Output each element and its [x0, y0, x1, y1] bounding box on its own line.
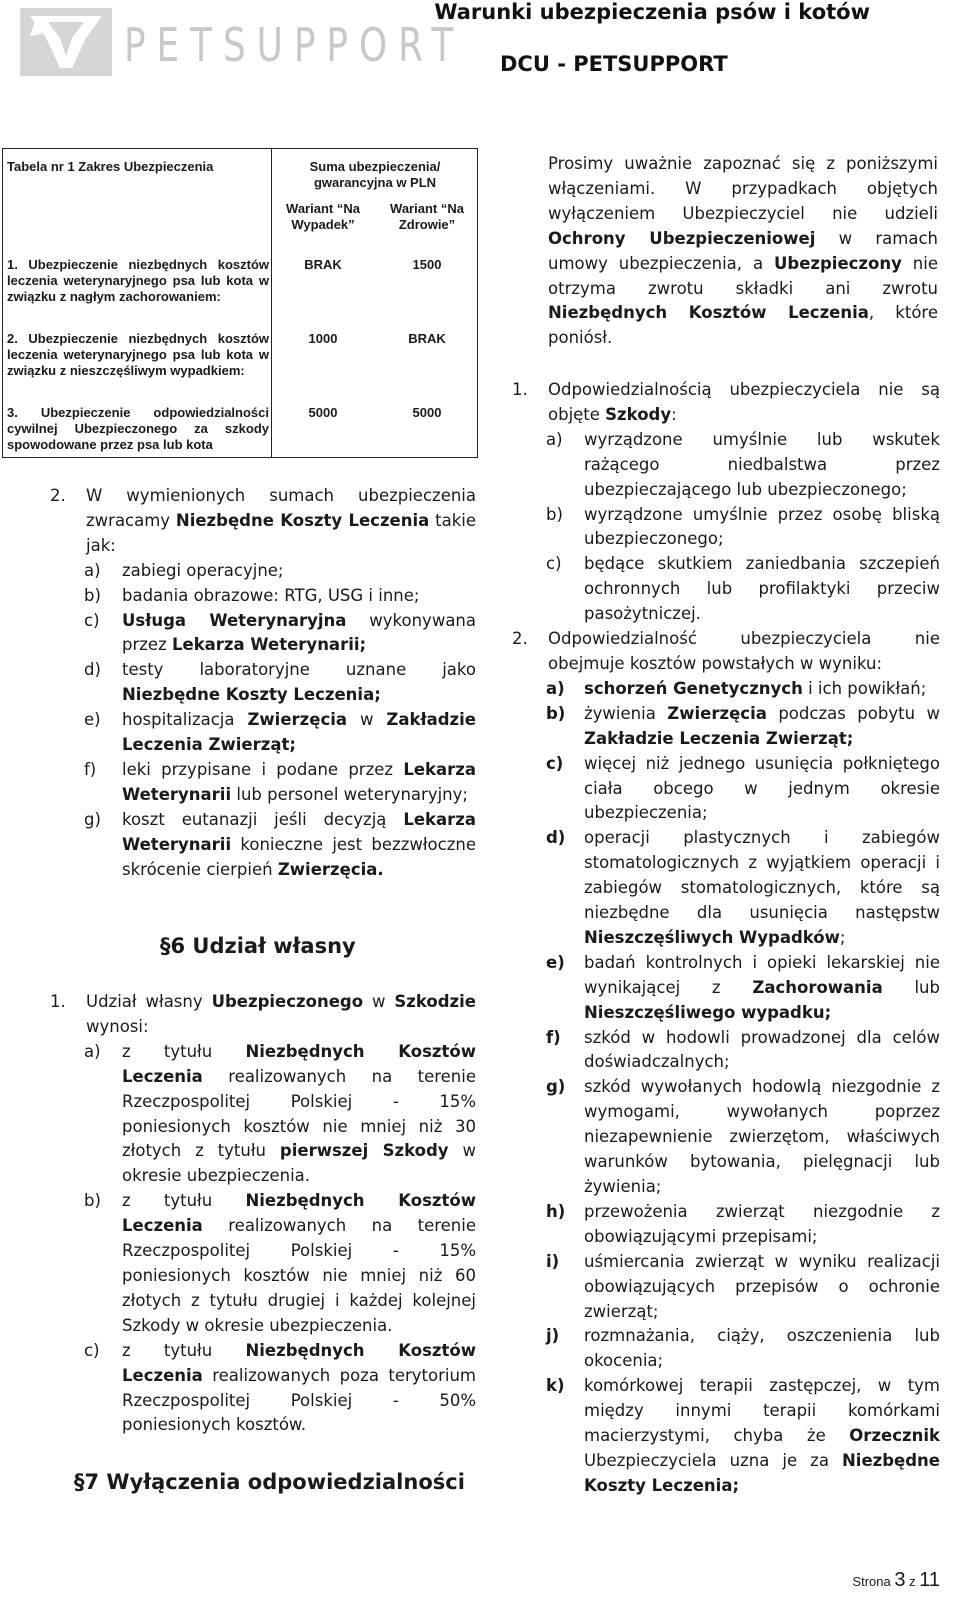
variant-accident-header: Wariant “Na Wypadek”: [286, 201, 360, 232]
table-cell-value: 1500: [412, 257, 442, 272]
list-item: b) wyrządzone umyślnie przez osobę bliską ubezpieczonego;: [546, 504, 940, 549]
list-item: c) z tytułu Niezbędnych Kosztów Leczenia realizowanych poza terytorium Rzeczpospolitej Polskiej - 50% poniesionych kosztów.: [84, 1340, 476, 1435]
exclusions-list: [512, 378, 940, 1499]
page-number: Strona 3 z 11: [852, 1569, 940, 1591]
list-item: g) koszt eutanazji jeśli decyzją Lekarza Weterynarii konieczne jest bezzwłoczne skrócenie cierpień Zwierzęcia.: [84, 809, 476, 879]
exclusion-2: 2. Odpowiedzialność ubezpieczyciela nie obejmuje kosztów powstałych w wyniku:: [512, 629, 940, 673]
list-item: e) hospitalizacja Zwierzęcia w Zakładzie Leczenia Zwierząt;: [84, 710, 476, 755]
exclusion-1: 1. Odpowiedzialnością ubezpieczyciela nie są objęte Szkody:: [512, 380, 940, 424]
section-7-heading: §7 Wyłączenia odpowiedzialności: [74, 1470, 465, 1494]
list-item: c) więcej niż jednego usunięcia połkniętego ciała obcego w jednym okresie ubezpieczenia;: [546, 753, 940, 823]
table-title: Tabela nr 1 Zakres Ubezpieczenia: [7, 159, 214, 174]
list-item: b) badania obrazowe: RTG, USG i inne;: [84, 585, 420, 605]
list-item: b) żywienia Zwierzęcia podczas pobytu w Zakładzie Leczenia Zwierząt;: [546, 703, 940, 748]
list-item: a) z tytułu Niezbędnych Kosztów Leczenia realizowanych na terenie Rzeczpospolitej Polskiej - 15% poniesionych kosztów nie mniej niż 30 złotych z tytułu pierwszej Szkody w okresie ubezpieczenia.: [84, 1041, 476, 1186]
logo-mark-icon: [20, 8, 112, 76]
list-item: b) z tytułu Niezbędnych Kosztów Leczenia realizowanych na terenie Rzeczpospolitej Polskiej - 15% poniesionych kosztów nie mniej niż 60 złotych z tytułu drugiej i każdej kolejnej Szkody w okresie ubezpieczenia.: [84, 1191, 476, 1335]
variant-health-header: Wariant “Na Zdrowie”: [390, 201, 464, 232]
table-cell-value: 5000: [308, 405, 338, 420]
document-subtitle: DCU - PETSUPPORT: [500, 52, 728, 76]
list-item: g) szkód wywołanych hodowlą niezgodnie z wymogami, wywołanych poprzez niezapewnienie zwierzętom, właściwych warunków bytowania, pielęgnacji lub żywienia;: [546, 1077, 940, 1196]
list-item: k) komórkowej terapii zastępczej, w tym między innymi terapii komórkami macierzystymi, chyba że Orzecznik Ubezpieczyciela uzna je za Niezbędne Koszty Leczenia;: [546, 1376, 940, 1495]
table-cell-value: 1000: [308, 331, 338, 346]
list-item: f) szkód w hodowli prowadzonej dla celów doświadczalnych;: [546, 1027, 940, 1072]
company-logo: [20, 8, 465, 80]
table-cell-value: 5000: [412, 405, 442, 420]
logo-wordmark: PETSUPPORT: [124, 18, 465, 72]
table-cell-value: BRAK: [304, 257, 342, 272]
list-item: i) uśmiercania zwierząt w wyniku realizacji obowiązujących przepisów o ochronie zwierząt;: [546, 1251, 940, 1321]
section-6-heading: §6 Udział własny: [160, 934, 356, 958]
list-item: f) leki przypisane i podane przez Lekarza Weterynarii lub personel weterynaryjny;: [84, 759, 476, 804]
list-item: d) operacji plastycznych i zabiegów stomatologicznych z wyjątkiem operacji i zabiegów stomatologicznych, które są niezbędne dla usunięcia następstw Nieszczęśliwych Wypadków;: [546, 828, 940, 947]
paragraph-2: 2. W wymienionych sumach ubezpieczenia zwracamy Niezbędne Koszty Leczenia takie jak:: [50, 486, 476, 555]
coverage-table: [2, 148, 478, 458]
list-item: a) zabiegi operacyjne;: [84, 560, 284, 580]
list-item: e) badań kontrolnych i opieki lekarskiej nie wynikającej z Zachorowania lub Nieszczęśliwego wypadku;: [546, 952, 940, 1022]
deductible-section: [50, 990, 476, 1438]
list-item: d) testy laboratoryjne uznane jako Niezbędne Koszty Leczenia;: [84, 660, 476, 705]
exclusions-intro: Prosimy uważnie zapoznać się z poniższymi włączeniami. W przypadkach objętych wyłączeniem Ubezpieczyciel nie udzieli Ochrony Ubezpieczeniowej w ramach umowy ubezpieczenia, a Ubezpieczony nie otrzyma zwrotu składki ani zwrotu Niezbędnych Kosztów Leczenia, które poniósł.: [548, 154, 938, 348]
list-item: a) schorzeń Genetycznych i ich powikłań;: [546, 678, 927, 698]
table-cell-value: BRAK: [408, 331, 446, 346]
list-item: c) będące skutkiem zaniedbania szczepień ochronnych lub profilaktyki przeciw pasożytniczej.: [546, 554, 940, 624]
covered-costs-section: [50, 484, 476, 883]
paragraph-1: 1. Udział własny Ubezpieczonego w Szkodzie wynosi:: [50, 992, 476, 1036]
list-item: a) wyrządzone umyślnie lub wskutek rażącego niedbalstwa przez ubezpieczającego lub ubezpieczonego;: [546, 429, 940, 499]
sum-insured-header: Suma ubezpieczenia/ gwarancyjna w PLN: [309, 159, 441, 190]
table-row-label: 3. Ubezpieczenie odpowiedzialności cywilnej Ubezpieczonego za szkody spowodowane przez psa lub kota: [7, 405, 269, 452]
list-item: c) Usługa Weterynaryjna wykonywana przez Lekarza Weterynarii;: [84, 610, 476, 655]
list-item: h) przewożenia zwierząt niezgodnie z obowiązującymi przepisami;: [546, 1201, 940, 1246]
table-row-label: 1. Ubezpieczenie niezbędnych kosztów leczenia weterynaryjnego psa lub kota w związku z nagłym zachorowaniem:: [7, 257, 269, 304]
document-title: Warunki ubezpieczenia psów i kotów: [434, 0, 870, 24]
list-item: j) rozmnażania, ciąży, oszczenienia lub okocenia;: [546, 1326, 940, 1371]
table-row-label: 2. Ubezpieczenie niezbędnych kosztów leczenia weterynaryjnego psa lub kota w związku z nieszczęśliwym wypadkiem:: [7, 331, 269, 378]
